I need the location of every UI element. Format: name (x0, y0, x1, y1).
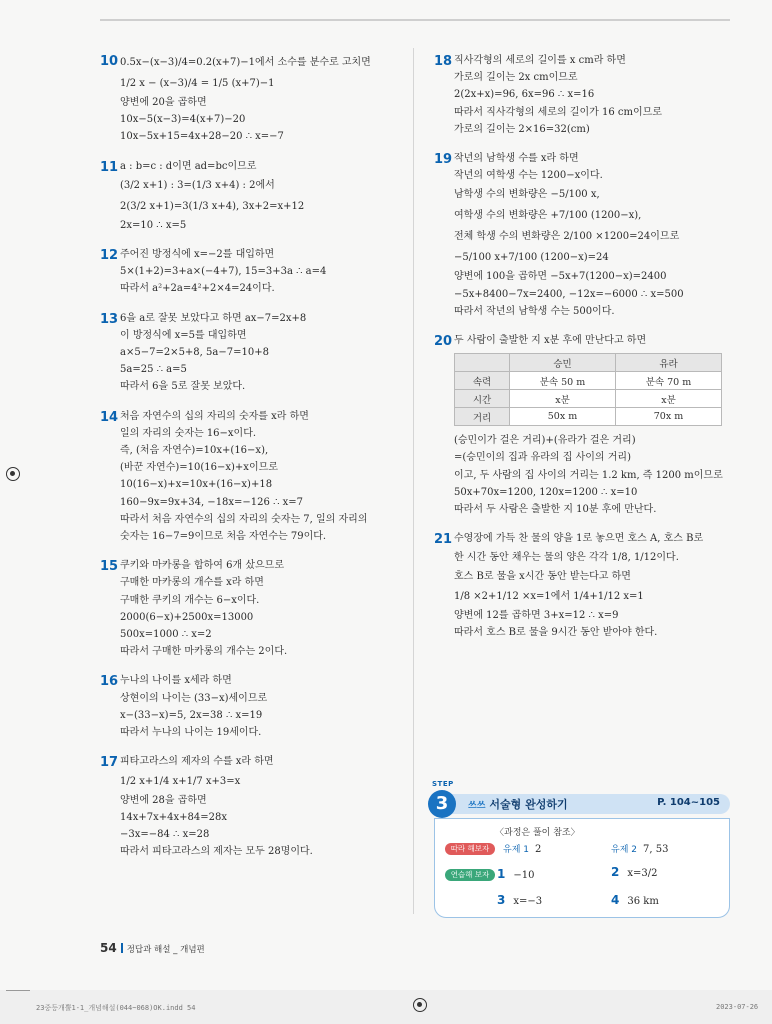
solution-line: 두 사람이 출발한 지 x분 후에 만난다고 하면 (454, 335, 647, 347)
problem-20 (434, 332, 734, 518)
step-tag: STEP (432, 780, 454, 788)
problem-14 (100, 408, 400, 546)
problem-18 (434, 52, 734, 138)
solution-line: 1/2 x − (x−3)/4 = 1/5 (x+7)−1 (120, 78, 275, 89)
solution-line: 양변에 28을 곱하면 (120, 794, 207, 806)
solution-lines (454, 432, 734, 518)
solution-line: 구매한 쿠키의 개수는 6−x이다. (120, 594, 260, 606)
solution-line: 직사각형의 세로의 길이를 x cm라 하면 (454, 55, 626, 66)
table-cell: 거리 (455, 408, 510, 426)
solution-line: 따라서 누나의 나이는 19세이다. (120, 727, 262, 739)
solution-lines (120, 246, 400, 298)
solution-lines (454, 530, 734, 641)
solution-lines (120, 310, 400, 396)
solution-line: 즉, (처음 자연수)=10x+(16−x), (120, 445, 269, 457)
table-cell: x분 (616, 390, 722, 408)
solution-line: =(승민이의 집과 유라의 집 사이의 거리) (454, 452, 631, 464)
step-answer-item: 4 36 km (611, 893, 659, 907)
solution-lines (120, 753, 400, 860)
solution-line: 양변에 12를 곱하면 3+x=12 ∴ x=9 (454, 609, 619, 621)
problem-number: 20 (434, 334, 453, 350)
problem-number: 15 (100, 559, 119, 575)
solution-line: 2(2x+x)=96, 6x=96 ∴ x=16 (454, 89, 595, 101)
solution-line: 따라서 피타고라스의 제자는 모두 28명이다. (120, 846, 313, 858)
problem-12 (100, 246, 400, 298)
step-number-badge: 3 (428, 790, 456, 818)
table-cell: 70x m (616, 408, 722, 426)
slug-filename: 23중등개뿔1-1_개념해설(044~068)OK.indd 54 (36, 1004, 196, 1012)
solution-lines (454, 150, 734, 320)
table-cell: 50x m (510, 408, 616, 426)
solution-line: a×5−7=2×5+8, 5a−7=10+8 (120, 347, 269, 359)
solution-line: −5x+8400−7x=2400, −12x=−6000 ∴ x=500 (454, 288, 684, 300)
solution-line: −5/100 x+7/100 (1200−x)=24 (454, 252, 609, 264)
solution-line: 10(16−x)+x=10x+(16−x)+18 (120, 479, 273, 491)
solution-line: 가로의 길이는 2×16=32(cm) (454, 123, 590, 135)
step-mark: 쓰쓰 (468, 801, 486, 811)
problem-number: 14 (100, 409, 119, 425)
solution-line: 0.5x−(x−3)/4=0.2(x+7)−1에서 소수를 분수로 고치면 (120, 57, 371, 68)
solution-line: 10x−5x+15=4x+28−20 ∴ x=−7 (120, 131, 284, 143)
solution-line: 10x−5(x−3)=4(x+7)−20 (120, 114, 246, 126)
solution-line: x−(33−x)=5, 2x=38 ∴ x=19 (120, 709, 263, 721)
table-row (455, 408, 722, 426)
solution-line: 2(3/2 x+1)=3(1/3 x+4), 3x+2=x+12 (120, 200, 305, 212)
crop-line (6, 990, 30, 991)
page-number: 54 (100, 941, 117, 955)
column-divider (413, 48, 414, 914)
solution-line: 여학생 수의 변화량은 +7/100 (1200−x), (454, 210, 642, 222)
solution-line: 일의 자리의 숫자는 16−x이다. (120, 427, 257, 439)
solution-line: −3x=−84 ∴ x=28 (120, 828, 210, 840)
solution-line: 1/2 x+1/4 x+1/7 x+3=x (120, 775, 241, 787)
solution-line: 따라서 호스 B로 물을 9시간 동안 받아야 한다. (454, 626, 658, 638)
table-row (455, 390, 722, 408)
problem-number: 17 (100, 755, 119, 771)
top-rule (100, 19, 730, 21)
solution-lines (454, 52, 734, 138)
problem-number: 12 (100, 248, 119, 264)
footer-label: 정답과 해설 _ 개념편 (126, 945, 205, 955)
problem-13 (100, 310, 400, 396)
step-answer-item: 유제 1 2 (503, 844, 542, 855)
step-title (468, 796, 568, 812)
solution-lines (120, 408, 400, 546)
solution-line: 양변에 100을 곱하면 −5x+7(1200−x)=2400 (454, 271, 667, 283)
step-answer-item: 1 −10 (497, 867, 535, 881)
solution-line: 남학생 수의 변화량은 −5/100 x, (454, 189, 600, 201)
solution-line: 따라서 6을 5로 잘못 보았다. (120, 381, 246, 393)
solution-lines (120, 52, 400, 146)
solution-line: 피타고라스의 제자의 수를 x라 하면 (120, 756, 274, 768)
solution-line: a : b=c : d이면 ad=bc이므로 (120, 160, 257, 172)
solution-line: 쿠키와 마카롱을 합하여 6개 샀으므로 (120, 560, 284, 572)
solution-line: (바꾼 자연수)=10(16−x)+x이므로 (120, 462, 278, 474)
solution-line: 처음 자연수의 십의 자리의 숫자를 x라 하면 (120, 410, 309, 422)
table-cell: x분 (510, 390, 616, 408)
step-page-range: P. 104~105 (657, 797, 720, 808)
solution-line: 주어진 방정식에 x=−2를 대입하면 (120, 249, 275, 261)
solution-line: 2x=10 ∴ x=5 (120, 219, 187, 231)
step-answer-item: 2 x=3/2 (611, 865, 658, 879)
solution-lines (120, 557, 400, 660)
solution-line: 이 방정식에 x=5를 대입하면 (120, 329, 247, 341)
step-subtitle: 〈과정은 풀이 참조〉 (495, 828, 580, 838)
problem-11 (100, 158, 400, 234)
solution-lines (454, 332, 734, 349)
solution-lines (120, 672, 400, 741)
problem-17 (100, 753, 400, 860)
table-row (455, 372, 722, 390)
solution-line: 5a=25 ∴ a=5 (120, 364, 187, 376)
solution-line: 작년의 여학생 수는 1200−x이다. (454, 170, 603, 182)
problem-number: 16 (100, 674, 119, 690)
problem-19 (434, 150, 734, 320)
solution-line: 상현이의 나이는 (33−x)세이므로 (120, 692, 268, 704)
solution-line: 호스 B로 물을 x시간 동안 받는다고 하면 (454, 571, 631, 583)
problem-number: 13 (100, 311, 119, 327)
step-body (434, 818, 730, 918)
solution-line: 6을 a로 잘못 보았다고 하면 ax−7=2x+8 (120, 312, 307, 324)
solution-line: 수영장에 가득 찬 물의 양을 1로 놓으면 호스 A, 호스 B로 (454, 533, 704, 545)
step3-summary-box (428, 780, 730, 916)
registration-mark-icon (6, 467, 20, 481)
problem-number: 11 (100, 159, 119, 175)
table-cell: 속력 (455, 372, 510, 390)
solution-lines (120, 158, 400, 234)
solution-line: (3/2 x+1) : 3=(1/3 x+4) : 2에서 (120, 179, 275, 191)
problem-number: 21 (434, 532, 453, 548)
right-column (434, 52, 734, 653)
solution-line: 숫자는 16−7=9이므로 처음 자연수는 79이다. (120, 531, 327, 543)
practice-pill: 연습해 보자 (445, 869, 495, 881)
table-cell: 분속 70 m (616, 372, 722, 390)
solution-line: 따라서 작년의 남학생 수는 500이다. (454, 305, 615, 317)
solution-line: 한 시간 동안 채우는 물의 양은 각각 1/8, 1/12이다. (454, 552, 679, 564)
solution-line: 따라서 직사각형의 세로의 길이가 16 cm이므로 (454, 106, 662, 118)
solution-line: 50x+70x=1200, 120x=1200 ∴ x=10 (454, 486, 638, 498)
solution-line: 양변에 20을 곱하면 (120, 97, 207, 108)
solution-line: 작년의 남학생 수를 x라 하면 (454, 153, 579, 165)
step-answer-item: 3 x=−3 (497, 893, 543, 907)
speed-time-distance-table (454, 353, 722, 426)
solution-line: 가로의 길이는 2x cm이므로 (454, 72, 578, 84)
table-header-cell: 유라 (616, 354, 722, 372)
solution-line: (승민이가 걸은 거리)+(유라가 걸은 거리) (454, 435, 636, 447)
left-column (100, 52, 400, 872)
solution-line: 14x+7x+4x+84=28x (120, 811, 227, 823)
follow-along-pill: 따라 해보자 (445, 843, 495, 855)
solution-line: 구매한 마카롱의 개수를 x라 하면 (120, 577, 264, 589)
solution-line: 누나의 나이를 x세라 하면 (120, 675, 232, 687)
solution-line: 따라서 두 사람은 출발한 지 10분 후에 만난다. (454, 504, 657, 516)
problem-16 (100, 672, 400, 741)
page-footer (100, 941, 205, 955)
table-cell: 시간 (455, 390, 510, 408)
solution-line: 160−9x=9x+34, −18x=−126 ∴ x=7 (120, 496, 303, 508)
solution-line: 2000(6−x)+2500x=13000 (120, 611, 254, 623)
solution-line: 따라서 구매한 마카롱의 개수는 2이다. (120, 646, 288, 658)
slug-date: 2023-07-26 (716, 1003, 759, 1011)
problem-number: 18 (434, 54, 453, 69)
problem-21 (434, 530, 734, 641)
table-header-cell (455, 354, 510, 372)
solution-line: 따라서 처음 자연수의 십의 자리의 숫자는 7, 일의 자리의 (120, 513, 368, 525)
problem-number: 19 (434, 152, 453, 168)
solution-line: 이고, 두 사람의 집 사이의 거리는 1.2 km, 즉 1200 m이므로 (454, 469, 723, 481)
problem-10 (100, 52, 400, 146)
solution-line: 5×(1+2)=3+a×(−4+7), 15=3+3a ∴ a=4 (120, 266, 327, 278)
solution-line: 1/8 ×2+1/12 ×x=1에서 1/4+1/12 x=1 (454, 590, 644, 602)
problem-15 (100, 557, 400, 660)
table-cell: 분속 50 m (510, 372, 616, 390)
solution-line: 따라서 a²+2a=4²+2×4=24이다. (120, 283, 275, 295)
table-header-cell: 승민 (510, 354, 616, 372)
solution-line: 500x=1000 ∴ x=2 (120, 629, 212, 641)
step-answer-item: 유제 2 7, 53 (611, 844, 669, 855)
solution-line: 전체 학생 수의 변화량은 2/100 ×1200=24이므로 (454, 231, 680, 243)
registration-mark-icon (413, 998, 427, 1012)
step-title-text: 서술형 완성하기 (489, 798, 568, 811)
problem-number: 10 (100, 54, 119, 69)
